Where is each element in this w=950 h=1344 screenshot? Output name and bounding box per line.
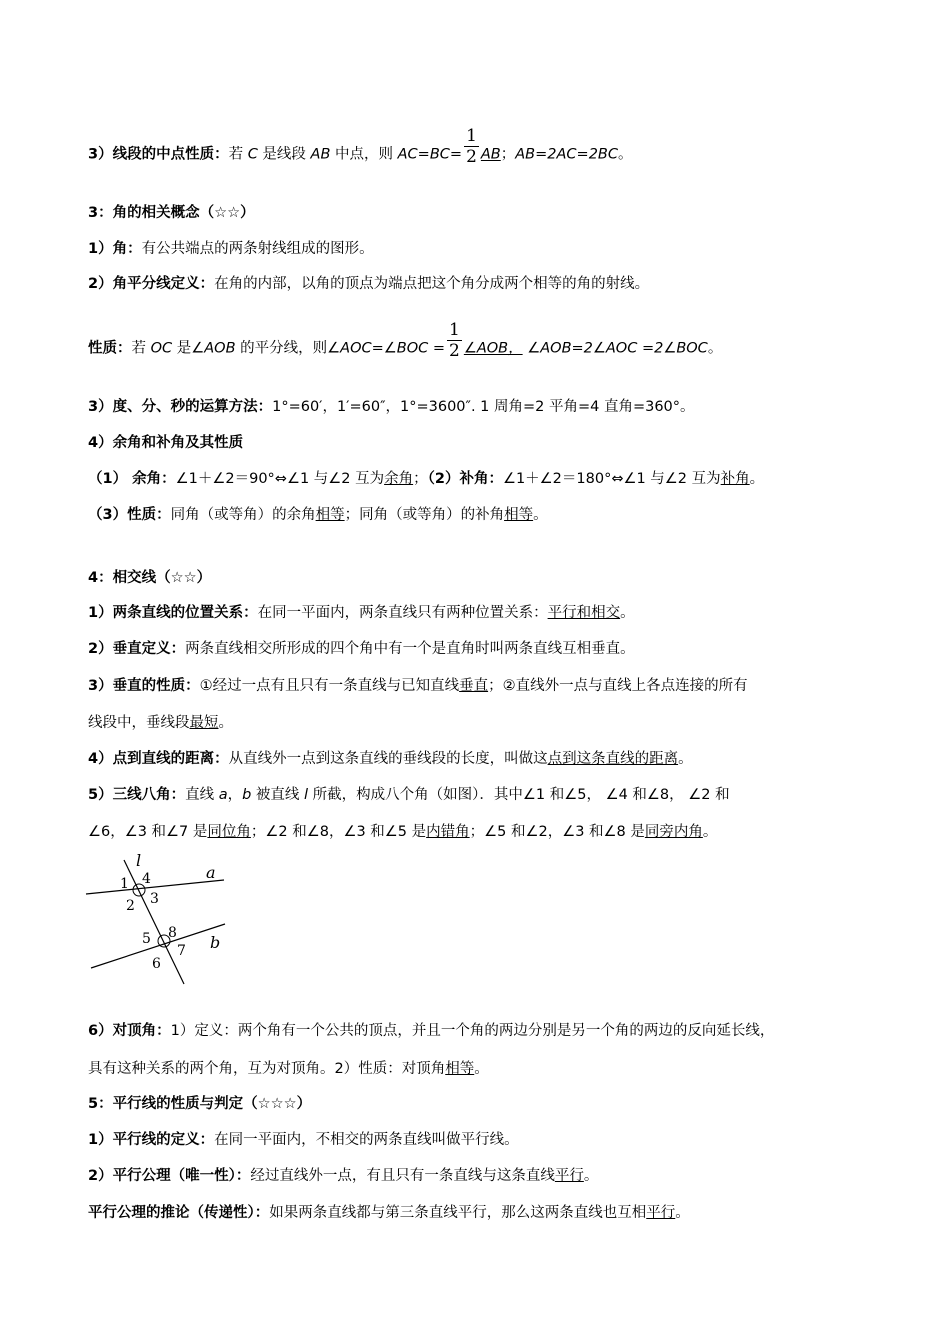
vertical-angles-cont: [88, 1059, 880, 1079]
angle-label: 1）角：: [88, 241, 142, 257]
text: ∠6，∠3 和∠7 是: [88, 824, 208, 840]
line-l-label: l: [136, 852, 142, 870]
underlined-term: 平行和相交: [547, 605, 621, 621]
underlined-term: 同旁内角: [644, 824, 703, 840]
text: 。: [620, 605, 635, 621]
bisector-property-line: [88, 320, 880, 361]
position-relation-line: [88, 603, 880, 623]
text: ∠1＋∠2＝90°⇔∠1 与∠2 互为: [175, 471, 385, 487]
property-label: 性质：: [88, 340, 132, 357]
text: ；②直线外一点与直线上各点连接的所有: [488, 678, 748, 694]
degree-calc-line: [88, 397, 880, 417]
section-title-angles: 3：角的相关概念（☆☆）: [88, 205, 255, 221]
var-b: b: [242, 787, 252, 803]
underlined-term: 补角: [720, 471, 750, 487]
bisector-label: 2）角平分线定义：: [88, 276, 215, 292]
underlined-term: 垂直: [459, 678, 489, 694]
text: 。: [583, 1168, 599, 1184]
underlined-term: 最短: [189, 715, 219, 731]
text: 。: [218, 715, 233, 731]
angle-property-line: [88, 505, 880, 525]
underlined-term: 内错角: [426, 824, 470, 840]
angle-7-label: 7: [177, 943, 186, 959]
text: 1）定义：两个角有一个公共的顶点，并且一个角的两边分别是另一个角的两边的反向延长线，: [170, 1023, 775, 1039]
var-l: l: [304, 787, 309, 803]
complementary-label: （1） 余角：: [88, 471, 176, 487]
underlined-term: 余角: [384, 471, 414, 487]
text: 。: [474, 1061, 489, 1077]
underlined-term: 点到这条直线的距离: [547, 751, 679, 767]
text: 1°=60′，1′=60″，1°=3600″. 1 周角=2 平角=4 直角=360°。: [272, 399, 695, 415]
text: 两条直线相交所形成的四个角中有一个是直角时叫两条直线互相垂直。: [185, 641, 635, 657]
text: 所截，构成八个角（如图）．其中∠1 和∠5， ∠4 和∠8， ∠2 和: [308, 787, 730, 803]
complementary-line: [88, 469, 880, 489]
underlined-term: 相等: [315, 507, 345, 523]
text: 。: [533, 507, 548, 523]
angle-definition-line: [88, 239, 880, 259]
complementary-title: 4）余角和补角及其性质: [88, 435, 244, 451]
vertical-angles-label: 6）对顶角：: [88, 1023, 171, 1039]
equation: AC=BC=: [397, 146, 463, 163]
parallel-definition-line: [88, 1130, 880, 1150]
section-title-parallel: 5：平行线的性质与判定（☆☆☆）: [88, 1096, 312, 1112]
three-lines-eight-angles-line: [88, 785, 880, 805]
fraction-denominator: 2: [449, 341, 460, 361]
equation: AB=2AC=2BC: [515, 146, 618, 163]
parallel-axiom-label: 2）平行公理（唯一性）：: [88, 1168, 251, 1184]
text: 。: [678, 751, 693, 767]
relation-label: 1）两条直线的位置关系：: [88, 605, 258, 621]
angle-6-label: 6: [152, 956, 161, 972]
fraction-half: [447, 320, 462, 361]
text: 具有这种关系的两个角，互为对顶角。2）性质：对顶角: [88, 1061, 446, 1077]
midpoint-property-line: [88, 126, 880, 167]
text: 中点，则: [330, 146, 398, 163]
distance-label: 4）点到直线的距离：: [88, 751, 229, 767]
vertical-angles-line: [88, 1021, 880, 1041]
text: 线段中，垂线段: [88, 715, 190, 731]
text: 。: [749, 471, 765, 487]
perpendicular-property-label: 3）垂直的性质：: [88, 678, 200, 694]
text: 直线: [185, 787, 219, 803]
perpendicular-label: 2）垂直定义：: [88, 641, 186, 657]
text: 被直线: [251, 787, 305, 803]
line-a-label: a: [206, 863, 216, 882]
underlined-term: 平行: [554, 1168, 584, 1184]
bisector-definition-line: [88, 274, 880, 294]
perpendicular-property-cont: [88, 713, 880, 733]
underlined-term: 同位角: [207, 824, 251, 840]
degree-label: 3）度、分、秒的运算方法：: [88, 399, 273, 415]
property-label: （3）性质：: [88, 507, 171, 523]
text: 在同一平面内，两条直线只有两种位置关系：: [257, 605, 548, 621]
angle-types-line: [88, 822, 880, 842]
line-b-label: b: [210, 933, 221, 952]
var-c: C: [247, 146, 258, 163]
perpendicular-property-line: [88, 676, 880, 696]
parallel-corollary-label: 平行公理的推论（传递性）：: [88, 1205, 270, 1221]
separator: ；: [500, 146, 516, 163]
equation: AOC=∠BOC =: [340, 340, 446, 357]
fraction-numerator: 1: [449, 320, 460, 340]
text: ；: [413, 471, 428, 487]
period: 。: [618, 146, 633, 163]
distance-line: [88, 749, 880, 769]
var-ab: AB: [310, 146, 331, 163]
text: 的平分线，则∠: [235, 340, 341, 357]
angle-2-label: 2: [126, 898, 135, 914]
fraction-numerator: 1: [466, 126, 477, 146]
period: 。: [707, 340, 723, 357]
text: 经过直线外一点，有且只有一条直线与这条直线: [250, 1168, 555, 1184]
parallel-axiom-line: [88, 1166, 880, 1186]
text: 在同一平面内，不相交的两条直线叫做平行线。: [214, 1132, 519, 1148]
fraction-denominator: 2: [466, 147, 477, 167]
var-oc: OC: [150, 340, 173, 357]
three-lines-label: 5）三线八角：: [88, 787, 186, 803]
text: ∠1＋∠2＝180°⇔∠1 与∠2 互为: [502, 471, 721, 487]
parallel-corollary-line: [88, 1203, 880, 1223]
text: 若: [228, 146, 248, 163]
underlined-angle: ∠AOB，: [463, 340, 523, 357]
section-title-intersecting: 4：相交线（☆☆）: [88, 570, 212, 586]
text: 。: [702, 824, 718, 840]
text: ；同角（或等角）的补角: [344, 507, 505, 523]
text: ；∠5 和∠2，∠3 和∠8 是: [469, 824, 645, 840]
text: 。: [675, 1205, 690, 1221]
var-aob: AOB: [204, 340, 236, 357]
three-lines-eight-angles-figure: [84, 852, 234, 988]
angle-8-label: 8: [168, 925, 177, 941]
text: ，: [227, 787, 243, 803]
perpendicular-definition-line: [88, 639, 880, 659]
text: 如果两条直线都与第三条直线平行，那么这两条直线也互相: [269, 1205, 647, 1221]
underlined-term: 相等: [504, 507, 534, 523]
text: 从直线外一点到这条直线的垂线段的长度，叫做这: [228, 751, 548, 767]
underlined-term: 平行: [646, 1205, 676, 1221]
text: 同角（或等角）的余角: [170, 507, 316, 523]
supplementary-label: （2）补角：: [427, 471, 503, 487]
text: 若: [131, 340, 151, 357]
angle-5-label: 5: [142, 931, 151, 947]
text: ①经过一点有且只有一条直线与已知直线: [199, 678, 460, 694]
text: 是线段: [257, 146, 311, 163]
underlined-term: 相等: [445, 1061, 475, 1077]
midpoint-label: 3）线段的中点性质：: [88, 146, 229, 163]
var-a: a: [218, 787, 228, 803]
text: 在角的内部，以角的顶点为端点把这个角分成两个相等的角的射线。: [214, 276, 650, 292]
angle-1-label: 1: [120, 876, 129, 892]
text: 是∠: [172, 340, 205, 357]
parallel-definition-label: 1）平行线的定义：: [88, 1132, 215, 1148]
underlined-ab: AB: [480, 146, 501, 163]
angle-4-label: 4: [142, 871, 151, 887]
fraction-half: [464, 126, 479, 167]
angle-3-label: 3: [150, 891, 159, 907]
text: 有公共端点的两条射线组成的图形。: [141, 241, 374, 257]
text: ；∠2 和∠8，∠3 和∠5 是: [250, 824, 427, 840]
equation: ∠AOB=2∠AOC =2∠BOC: [527, 340, 708, 357]
